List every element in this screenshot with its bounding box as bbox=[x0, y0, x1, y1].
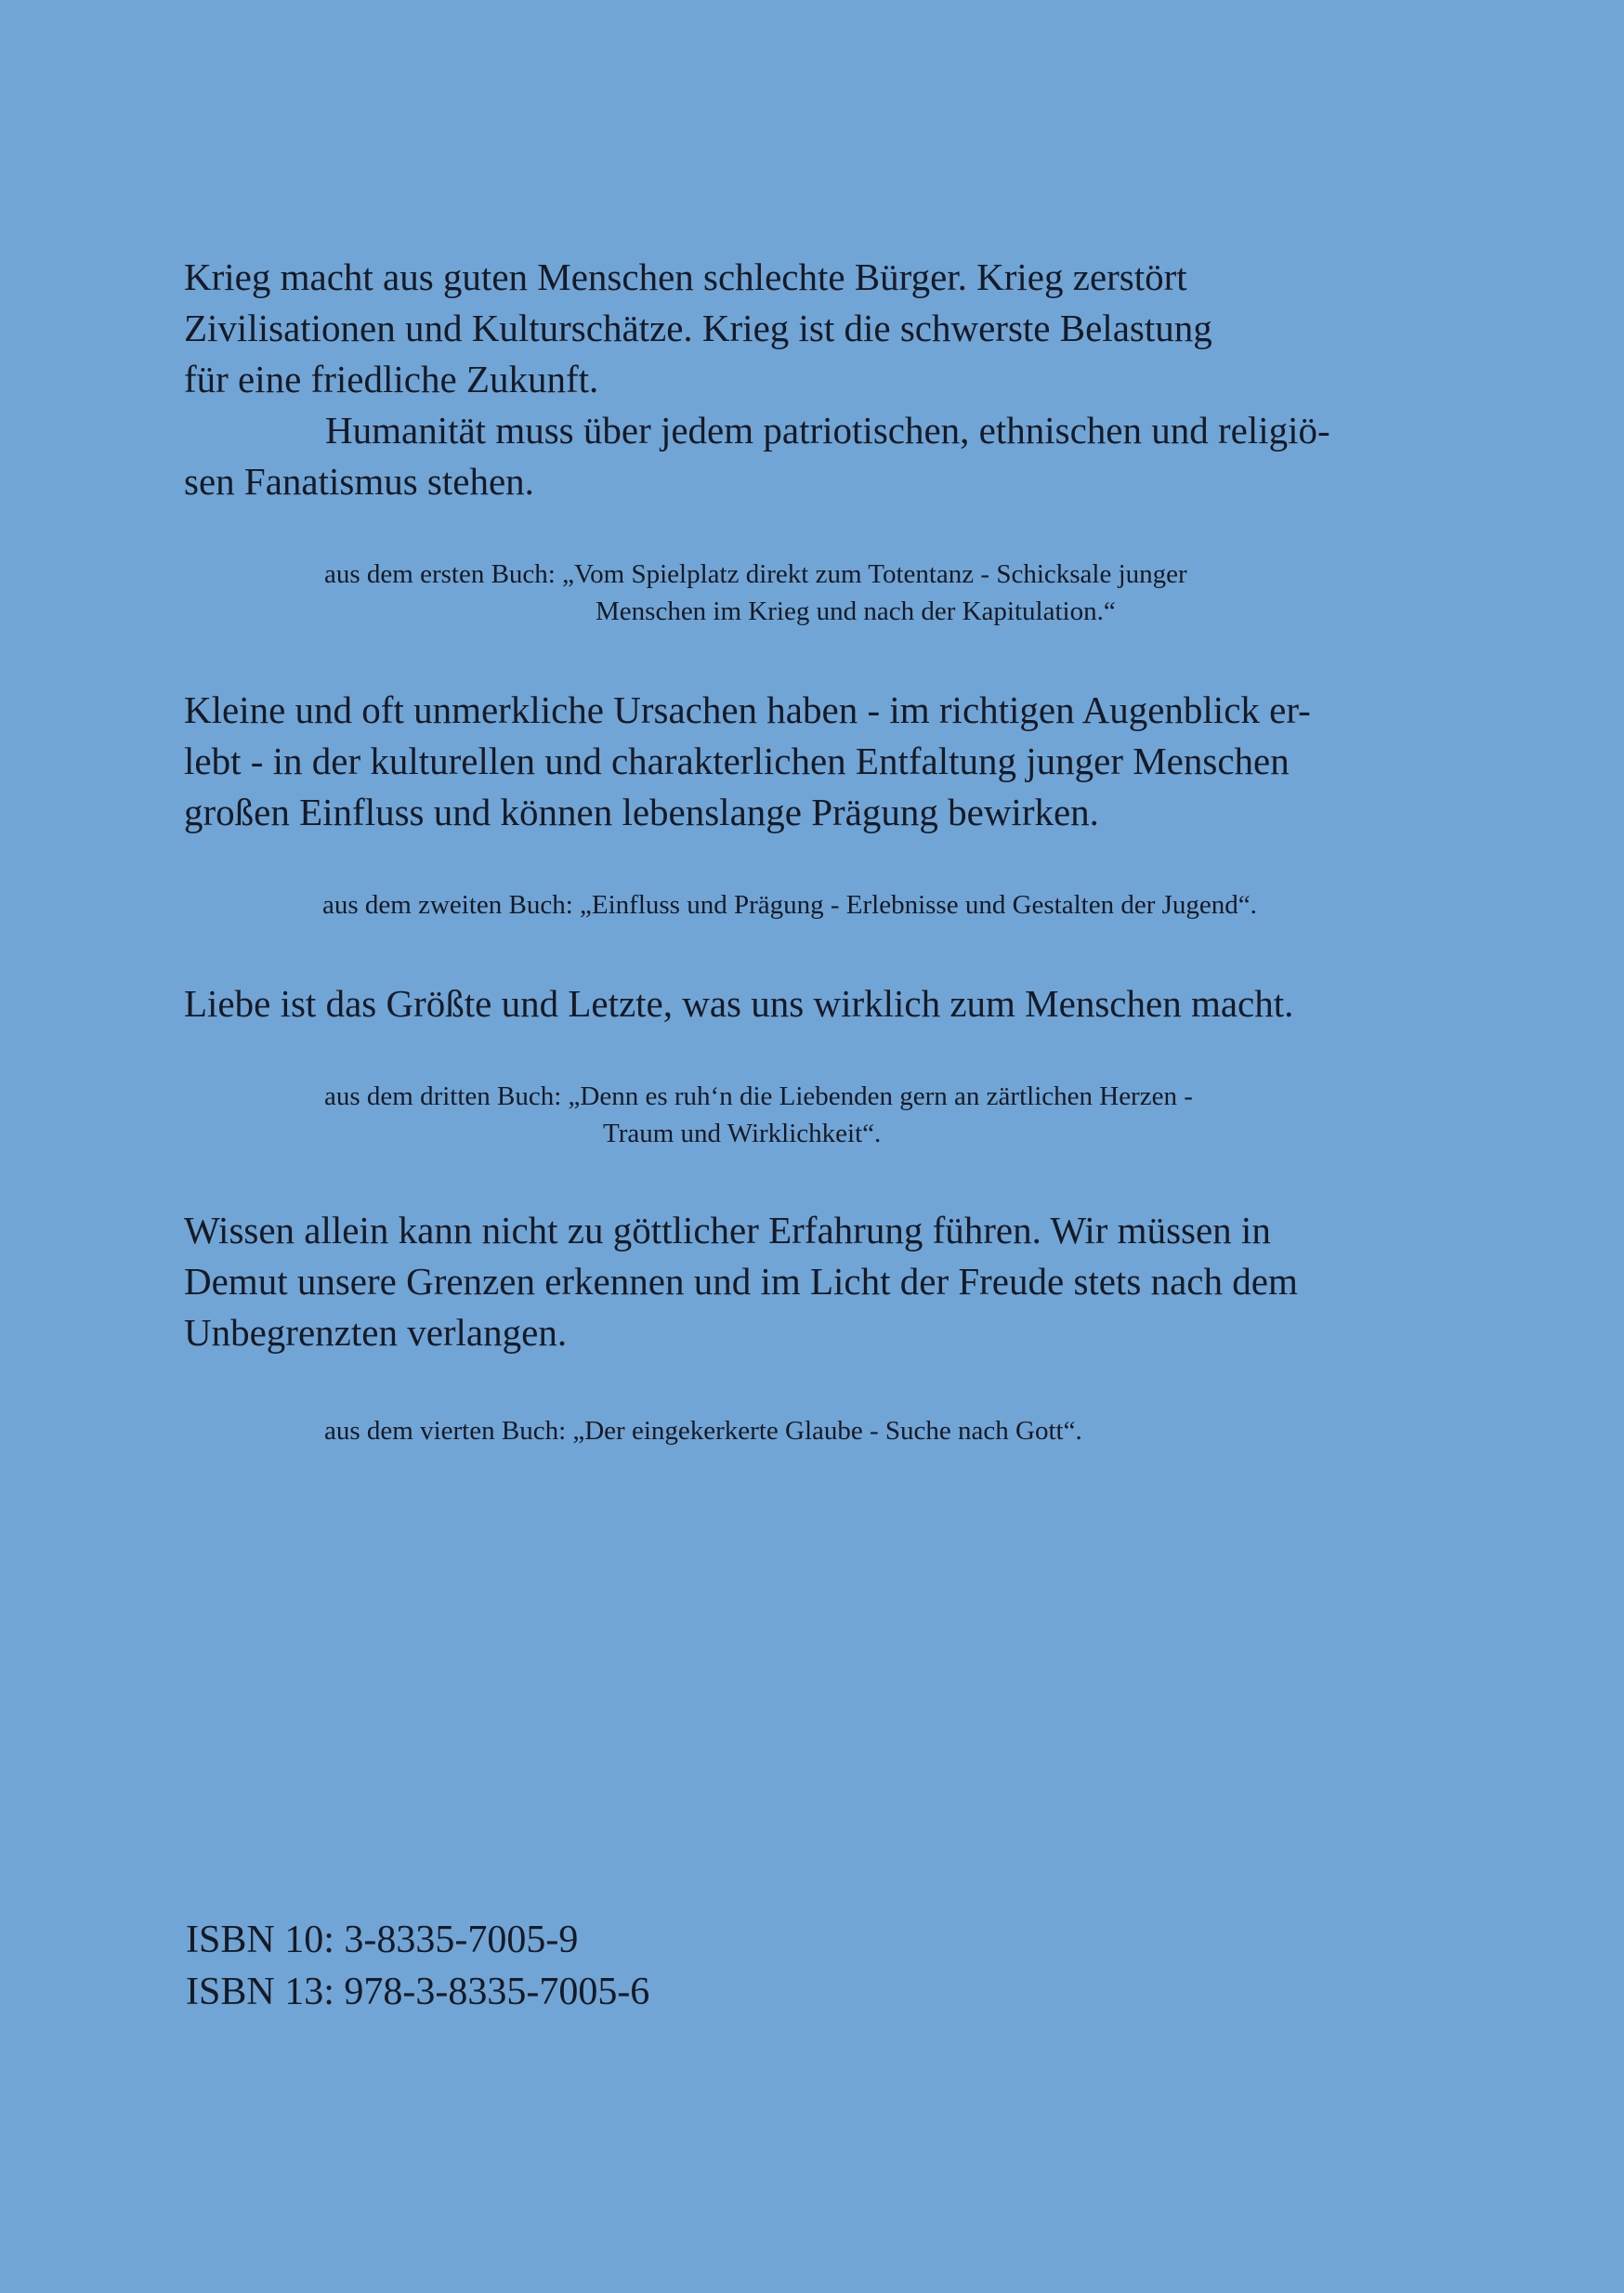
quote-1-line-2: Zivilisationen und Kulturschätze. Krieg ist die schwerste Belastung bbox=[184, 307, 1212, 349]
isbn-13: ISBN 13: 978-3-8335-7005-6 bbox=[186, 1971, 650, 2013]
quote-2 bbox=[184, 685, 1457, 838]
quote-1-line-5: sen Fanatismus stehen. bbox=[184, 460, 534, 503]
quote-2-source-line-1: aus dem zweiten Buch: „Einfluss und Prägung - Erlebnisse und Gestalten der Jugend“. bbox=[322, 890, 1257, 920]
quote-1 bbox=[184, 252, 1457, 507]
quote-2-line-1: Kleine und oft unmerkliche Ursachen haben - im richtigen Augenblick er- bbox=[184, 688, 1311, 731]
quote-1-source-line-2: Menschen im Krieg und nach der Kapitulation.“ bbox=[596, 596, 1116, 626]
quote-4-line-2: Demut unsere Grenzen erkennen und im Licht der Freude stets nach dem bbox=[184, 1260, 1298, 1303]
quote-3 bbox=[184, 978, 1457, 1029]
quote-3-source-line-1: aus dem dritten Buch: „Denn es ruh‘n die Liebenden gern an zärtlichen Herzen - bbox=[324, 1081, 1193, 1111]
quote-1-line-1: Krieg macht aus guten Menschen schlechte Bürger. Krieg zerstört bbox=[184, 256, 1187, 298]
quote-4 bbox=[184, 1205, 1457, 1358]
quote-1-line-4: Humanität muss über jedem patriotischen, ethnischen und religiö- bbox=[325, 409, 1330, 452]
quote-4-line-1: Wissen allein kann nicht zu göttlicher Erfahrung führen. Wir müssen in bbox=[184, 1209, 1271, 1251]
quote-2-line-3: großen Einfluss und können lebenslange Prägung bewirken. bbox=[184, 791, 1099, 833]
quote-3-line-1: Liebe ist das Größte und Letzte, was uns wirklich zum Menschen macht. bbox=[184, 982, 1294, 1025]
quote-4-line-3: Unbegrenzten verlangen. bbox=[184, 1311, 568, 1354]
quote-1-line-3: für eine friedliche Zukunft. bbox=[184, 358, 599, 400]
quote-1-source-line-1: aus dem ersten Buch: „Vom Spielplatz direkt zum Totentanz - Schicksale junger bbox=[324, 559, 1187, 589]
quote-3-source-line-2: Traum und Wirklichkeit“. bbox=[603, 1119, 882, 1148]
isbn-10: ISBN 10: 3-8335-7005-9 bbox=[186, 1919, 579, 1961]
quote-2-line-2: lebt - in der kulturellen und charakterlichen Entfaltung junger Menschen bbox=[184, 740, 1290, 782]
quote-4-source-line-1: aus dem vierten Buch: „Der eingekerkerte Glaube - Suche nach Gott“. bbox=[324, 1416, 1082, 1446]
